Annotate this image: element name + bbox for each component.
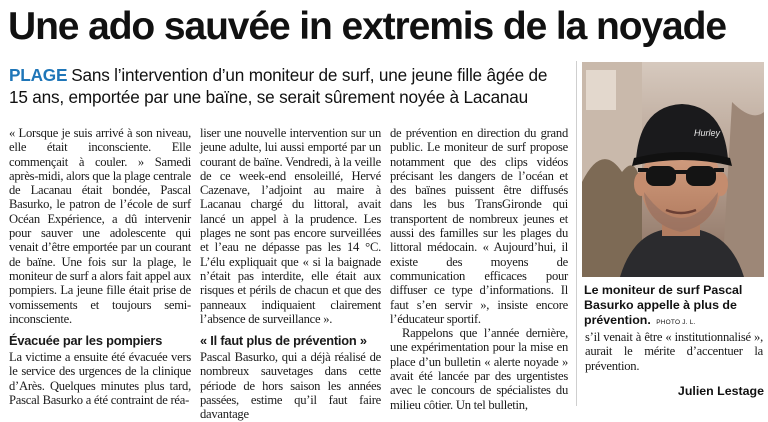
paragraph: La victime a ensuite été évacuée vers le service des urgences de la clinique d’Arès. Quelques minutes plus tard, Pascal Basurko a été contraint de réa- bbox=[9, 350, 191, 408]
paragraph: liser une nouvelle intervention sur un jeune adulte, lui aussi emporté par un courant de baïne. Vendredi, à la veille de ce week-end ensoleillé, Hervé Cazenave, l’adjoint au maire à Lacanau chargé du littoral, avait lancé un appel à la prudence. Les plages ne sont pas encore surveillées et l’eau ne dépasse pas les 14 °C. L’élu expliquait que « si la baignade n’était pas interdite, elle était aux risques et périls de chacun et que des panneaux indiquaient clairement l’absence de surveillance ». bbox=[200, 126, 381, 326]
cap-logo: Hurley bbox=[694, 128, 721, 138]
author-signature: Julien Lestage bbox=[677, 384, 764, 398]
surf-instructor-portrait-icon bbox=[582, 62, 764, 277]
article-column-3 bbox=[390, 126, 568, 412]
article-column-1 bbox=[9, 126, 191, 409]
article-column-4 bbox=[585, 330, 763, 390]
column-divider bbox=[576, 61, 577, 406]
subheading: Évacuée par les pompiers bbox=[9, 333, 163, 349]
subheading: « Il faut plus de prévention » bbox=[200, 333, 367, 349]
lead-text: Sans l’intervention d’un moniteur de surf, une jeune fille âgée de 15 ans, emportée par une baïne, se serait sûrement noyée à Lacanau bbox=[9, 65, 548, 107]
caption-text: Le moniteur de surf Pascal Basurko appelle à plus de prévention. bbox=[584, 283, 743, 327]
paragraph: Rappelons que l’année dernière, une expérimentation pour la mise en place d’un bulletin « alerte noyade » avait été lancée par des urgentistes avec le concours de spécialistes du milieu côtier. Un tel bulletin, bbox=[390, 326, 568, 412]
headline: Une ado sauvée in extremis de la noyade bbox=[8, 5, 726, 48]
paragraph: « Lorsque je suis arrivé à son niveau, elle était inconsciente. Elle commençait à couler. » Samedi après-midi, alors que la plage centrale de Lacanau était bondée, Pascal Basurko, le patron de l’école de surf Océan Expérience, a dû intervenir pour sauver une adolescente qui venait d’être emportée par un courant de baïne. Une fois sur la plage, le moniteur de surf a alors fait appel aux pompiers. La jeune fille était prise de vomissements et toujours semi-inconsciente. bbox=[9, 126, 191, 326]
surf-instructor-photo bbox=[582, 62, 764, 277]
lead-paragraph bbox=[9, 64, 564, 108]
paragraph: s’il venait à être « institutionnalisé », aurait le mérite d’accentuer la prévention. bbox=[585, 330, 763, 373]
photo-credit: PHOTO J. L. bbox=[656, 319, 696, 326]
lead-kicker: PLAGE bbox=[9, 65, 68, 85]
paragraph: Pascal Basurko, qui a déjà réalisé de nombreux sauvetages dans cette période de hors saison les années passées, estime qu’il faut faire davantage bbox=[200, 350, 381, 422]
article-column-2 bbox=[200, 126, 381, 422]
paragraph: de prévention en direction du grand public. Le moniteur de surf propose notamment que des clips vidéos précisant les dangers de l’océan et des baïnes puissent être diffusés dans les bus TransGironde qui transportent de nombreux jeunes et aussi des familles sur les plages du littoral médocain. « Aujourd’hui, il existe des moyens de communication efficaces pour diffuser ce type d’informations. Il faut s’en servir », insiste encore l’éducateur sportif. bbox=[390, 126, 568, 326]
photo-caption bbox=[584, 283, 764, 330]
